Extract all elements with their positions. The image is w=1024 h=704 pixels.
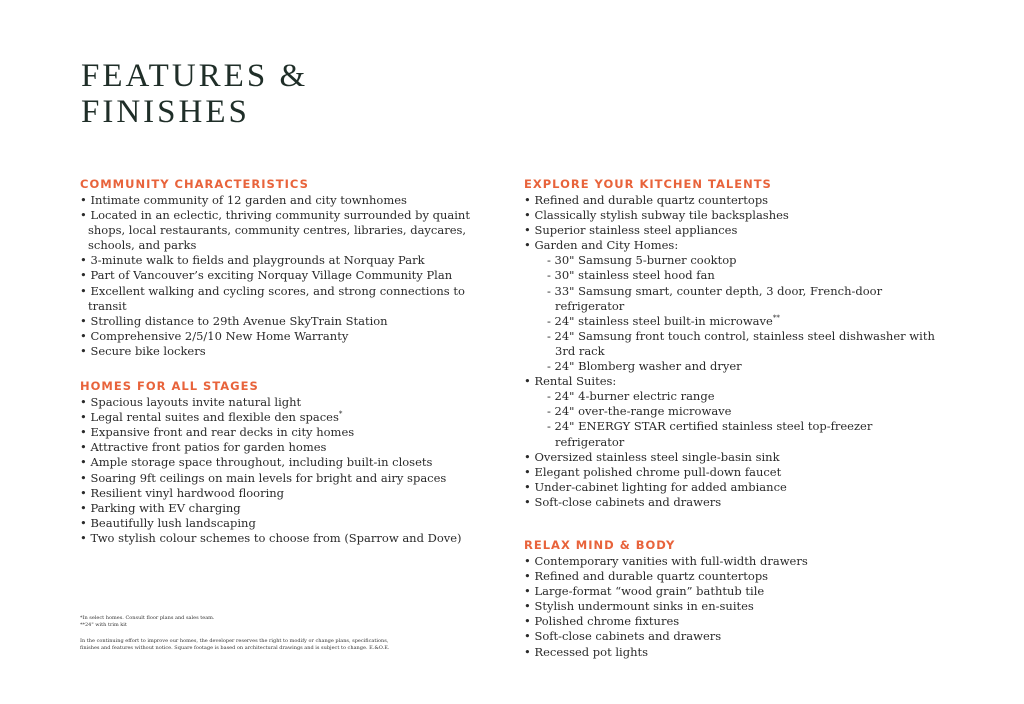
homes-section <box>80 378 480 546</box>
sub-item-microwave <box>524 314 944 329</box>
list-item: • Ample storage space throughout, including built-in closets <box>80 455 480 470</box>
homes-heading: HOMES FOR ALL STAGES <box>80 379 259 394</box>
list-item: • Large-format “wood grain” bathtub tile <box>524 584 944 599</box>
list-item: • Refined and durable quartz countertops <box>524 193 944 208</box>
kitchen-list <box>524 193 944 510</box>
sub-item: - 24" ENERGY STAR certified stainless steel top-freezer refrigerator <box>524 419 944 449</box>
footnote-mark: ** <box>772 313 780 322</box>
list-item: • Part of Vancouver’s exciting Norquay Village Community Plan <box>80 268 480 283</box>
sub-item: - 33" Samsung smart, counter depth, 3 door, French-door refrigerator <box>524 284 944 314</box>
page-title <box>81 58 308 130</box>
footnote-1: *In select homes. Consult floor plans and sales team. <box>80 615 215 621</box>
list-item: • Contemporary vanities with full-width drawers <box>524 554 944 569</box>
list-item: • Secure bike lockers <box>80 344 480 359</box>
disclaimer-line-1: In the continuing effort to improve our homes, the developer reserves the right to modify or change plans, specifications, <box>80 638 389 644</box>
list-item: • Comprehensive 2/5/10 New Home Warranty <box>80 329 480 344</box>
list-item: • Beautifully lush landscaping <box>80 516 480 531</box>
footnote-marks <box>80 615 215 628</box>
relax-list <box>524 554 944 660</box>
rental-suites-label: • Rental Suites: <box>524 374 944 389</box>
garden-homes-label: • Garden and City Homes: <box>524 238 944 253</box>
list-item: • Stylish undermount sinks in en-suites <box>524 599 944 614</box>
sub-item-text: 24" stainless steel built-in microwave <box>554 313 773 328</box>
community-section <box>80 176 480 359</box>
list-item: • Refined and durable quartz countertops <box>524 569 944 584</box>
relax-heading: RELAX MIND & BODY <box>524 537 676 552</box>
list-item: • Intimate community of 12 garden and city townhomes <box>80 193 480 208</box>
relax-section <box>524 537 944 660</box>
disclaimer <box>80 638 389 651</box>
sub-item: - 30" Samsung 5-burner cooktop <box>524 253 944 268</box>
list-item: • Expansive front and rear decks in city homes <box>80 425 480 440</box>
sub-item: - 30" stainless steel hood fan <box>524 268 944 283</box>
kitchen-heading: EXPLORE YOUR KITCHEN TALENTS <box>524 177 772 191</box>
list-item: • Recessed pot lights <box>524 645 944 660</box>
list-item: • Oversized stainless steel single-basin sink <box>524 450 944 465</box>
list-item: • Spacious layouts invite natural light <box>80 395 480 410</box>
left-column <box>80 176 480 546</box>
list-item-text: Legal rental suites and flexible den spaces <box>90 410 339 425</box>
homes-list <box>80 395 480 546</box>
sub-item: - 24" 4-burner electric range <box>524 389 944 404</box>
list-item: • Elegant polished chrome pull-down faucet <box>524 465 944 480</box>
page-title-line-1: FEATURES & <box>81 58 309 94</box>
page-title-line-2: FINISHES <box>81 94 250 130</box>
list-item: • Soaring 9ft ceilings on main levels for bright and airy spaces <box>80 471 480 486</box>
sub-item: - 24" Blomberg washer and dryer <box>524 359 944 374</box>
list-item: • Excellent walking and cycling scores, and strong connections to transit <box>80 284 480 314</box>
sub-item: - 24" over-the-range microwave <box>524 404 944 419</box>
list-item: • Located in an eclectic, thriving community surrounded by quaint shops, local restaurants, community centres, libraries, daycares, schools, and parks <box>80 208 480 253</box>
list-item: • 3-minute walk to fields and playgrounds at Norquay Park <box>80 253 480 268</box>
list-item: • Soft-close cabinets and drawers <box>524 495 944 510</box>
kitchen-section <box>524 176 944 510</box>
list-item: • Polished chrome fixtures <box>524 614 944 629</box>
disclaimer-line-2: finishes and features without notice. Square footage is based on architectural drawings and is subject to change. E.&O.E. <box>80 644 390 651</box>
list-item: • Parking with EV charging <box>80 501 480 516</box>
list-item-den <box>80 410 480 425</box>
community-list <box>80 193 480 359</box>
list-item: • Strolling distance to 29th Avenue SkyTrain Station <box>80 314 480 329</box>
list-item: • Under-cabinet lighting for added ambiance <box>524 480 944 495</box>
list-item: • Soft-close cabinets and drawers <box>524 629 944 644</box>
list-item: • Resilient vinyl hardwood flooring <box>80 486 480 501</box>
footnote-mark: * <box>338 410 343 419</box>
list-item: • Superior stainless steel appliances <box>524 223 944 238</box>
right-column <box>524 176 944 660</box>
footnote-2: **24" with trim kit <box>80 621 127 628</box>
sub-item: - 24" Samsung front touch control, stainless steel dishwasher with 3rd rack <box>524 329 944 359</box>
list-item: • Two stylish colour schemes to choose from (Sparrow and Dove) <box>80 531 480 546</box>
list-item: • Attractive front patios for garden homes <box>80 440 480 455</box>
list-item: • Classically stylish subway tile backsplashes <box>524 208 944 223</box>
community-heading: COMMUNITY CHARACTERISTICS <box>80 177 309 191</box>
